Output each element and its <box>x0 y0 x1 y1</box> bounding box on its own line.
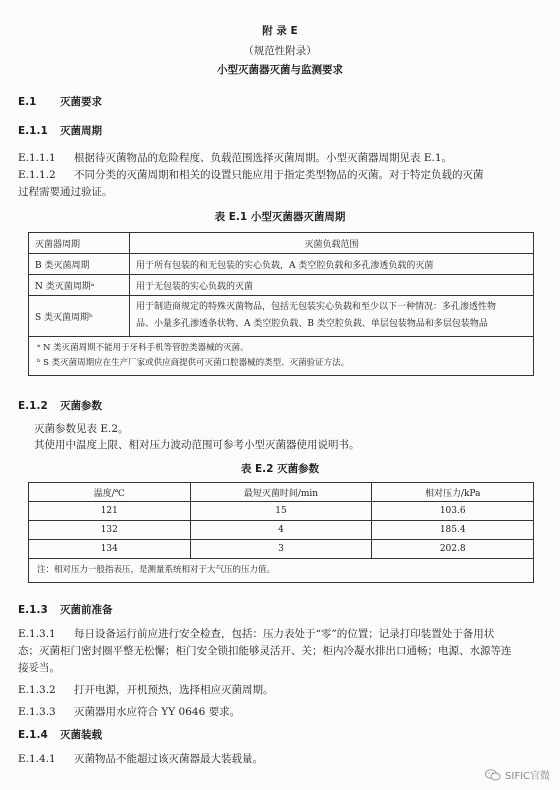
temperature-cell: 134 <box>29 540 191 559</box>
table-row <box>29 502 534 521</box>
section-title: 灭菌周期 <box>60 125 102 137</box>
table-row <box>29 521 534 540</box>
column-header: 灭菌器周期 <box>29 233 130 254</box>
time-cell: 3 <box>190 540 372 559</box>
column-header: 灭菌负载范围 <box>130 233 534 254</box>
column-header: 相对压力/kPa <box>372 483 534 502</box>
section-e14-heading <box>18 728 102 742</box>
table1-caption: 表 E.1 小型灭菌器灭菌周期 <box>214 211 346 223</box>
pressure-cell: 185.4 <box>372 521 534 540</box>
range-cell: 用于所有包装的和无包装的实心负载，A 类空腔负载和多孔渗透负载的灭菌 <box>130 254 534 275</box>
cycle-cell: S 类灭菌周期ᵇ <box>29 296 130 337</box>
clause-text: 打开电源，开机预热，选择相应灭菌周期。 <box>74 684 274 696</box>
clause-number: E.1.4.1 <box>18 753 56 765</box>
footnote-b: ᵇ S 类灭菌周期应在生产厂家或供应商提供可灭菌口腔器械的类型、灭菌验证方法。 <box>37 358 350 368</box>
range-line: 用于制造商规定的特殊灭菌物品，包括无包装实心负载和至少以下一种情况：多孔渗透性物 <box>136 302 497 312</box>
table-notes-row <box>29 337 534 376</box>
section-number: E.1.3 <box>18 604 48 616</box>
clause-text-line: 不同分类的灭菌周期和相关的设置只能应用于指定类型物品的灭菌。对于特定负载的灭菌 <box>74 169 484 181</box>
section-e1-heading <box>18 95 102 109</box>
paragraph-e112-cont: 过程需要通过验证。 <box>18 186 113 198</box>
section-title: 灭菌前准备 <box>60 604 113 616</box>
section-e13-heading <box>18 603 113 617</box>
range-cell <box>130 296 534 337</box>
time-cell: 4 <box>190 521 372 540</box>
table-row <box>29 540 534 559</box>
section-title: 灭菌参数 <box>60 400 102 412</box>
clause-text-line: 每日设备运行前应进行安全检查，包括：压力表处于“零”的位置；记录打印装置处于备用状 <box>74 628 495 640</box>
table-row <box>29 275 534 296</box>
section-e12-heading <box>18 399 102 413</box>
paragraph-e131 <box>18 627 494 641</box>
pressure-cell: 103.6 <box>372 502 534 521</box>
clause-text: 灭菌器用水应符合 YY 0646 要求。 <box>74 706 241 718</box>
range-line: 品、小量多孔渗透条状物、A 类空腔负载、B 类空腔负载、单层包装物品和多层包装物品 <box>136 319 488 329</box>
table-note: 注：相对压力一般指表压，是测量系统相对于大气压的压力值。 <box>29 559 534 583</box>
watermark <box>485 767 550 782</box>
table2-caption: 表 E.2 灭菌参数 <box>240 463 320 475</box>
clause-number: E.1.1.2 <box>18 169 56 181</box>
appendix-label: 附 录 E <box>262 25 298 37</box>
time-cell: 15 <box>190 502 372 521</box>
temperature-cell: 121 <box>29 502 191 521</box>
table-notes-row <box>29 559 534 583</box>
section-number: E.1 <box>18 96 37 108</box>
clause-number: E.1.3.1 <box>18 628 56 640</box>
range-cell: 用于无包装的实心负载的灭菌 <box>130 275 534 296</box>
paragraph-e12-2: 其使用中温度上限、相对压力波动范围可参考小型灭菌器使用说明书。 <box>34 439 360 451</box>
wechat-icon <box>485 769 501 781</box>
column-header: 最短灭菌时间/min <box>190 483 372 502</box>
paragraph-e111 <box>18 151 452 165</box>
column-header: 温度/℃ <box>29 483 191 502</box>
clause-text: 灭菌物品不能超过该灭菌器最大装载量。 <box>74 753 263 765</box>
clause-text: 根据待灭菌物品的危险程度、负载范围选择灭菌周期。小型灭菌器周期见表 E.1。 <box>74 152 453 164</box>
cycle-cell: B 类灭菌周期 <box>29 254 130 275</box>
table-row <box>29 254 534 275</box>
normative-label: （规范性附录） <box>243 45 317 57</box>
paragraph-e112 <box>18 168 484 182</box>
pressure-cell: 202.8 <box>372 540 534 559</box>
table-sterilization-cycles <box>28 232 534 376</box>
table-header-row <box>29 233 534 254</box>
section-number: E.1.4 <box>18 729 48 741</box>
section-title: 灭菌装载 <box>60 729 102 741</box>
clause-number: E.1.1.1 <box>18 152 56 164</box>
notes-cell <box>29 337 534 376</box>
paragraph-e141 <box>18 752 263 766</box>
footnote-a: ᵃ N 类灭菌周期不能用于牙科手机等管腔类器械的灭菌。 <box>37 343 249 353</box>
section-number: E.1.2 <box>18 400 48 412</box>
paragraph-e131-cont: 态；灭菌柜门密封圈平整无松懈；柜门安全锁扣能够灵活开、关；柜内冷凝水排出口通畅；电源、水源等连 <box>18 645 512 657</box>
cycle-cell: N 类灭菌周期ᵃ <box>29 275 130 296</box>
section-number: E.1.1 <box>18 125 48 137</box>
table-row <box>29 296 534 337</box>
table-header-row <box>29 483 534 502</box>
paragraph-e131-cont: 接妥当。 <box>18 662 60 674</box>
paragraph-e12-1: 灭菌参数见表 E.2。 <box>34 423 129 435</box>
appendix-title: 小型灭菌器灭菌与监测要求 <box>217 64 343 76</box>
clause-number: E.1.3.3 <box>18 706 56 718</box>
section-title: 灭菌要求 <box>60 96 102 108</box>
table-sterilization-parameters <box>28 482 534 583</box>
paragraph-e132 <box>18 683 274 697</box>
section-e11-heading <box>18 124 102 138</box>
temperature-cell: 132 <box>29 521 191 540</box>
clause-number: E.1.3.2 <box>18 684 56 696</box>
paragraph-e133 <box>18 705 240 719</box>
watermark-text: SIFIC官微 <box>505 771 550 782</box>
